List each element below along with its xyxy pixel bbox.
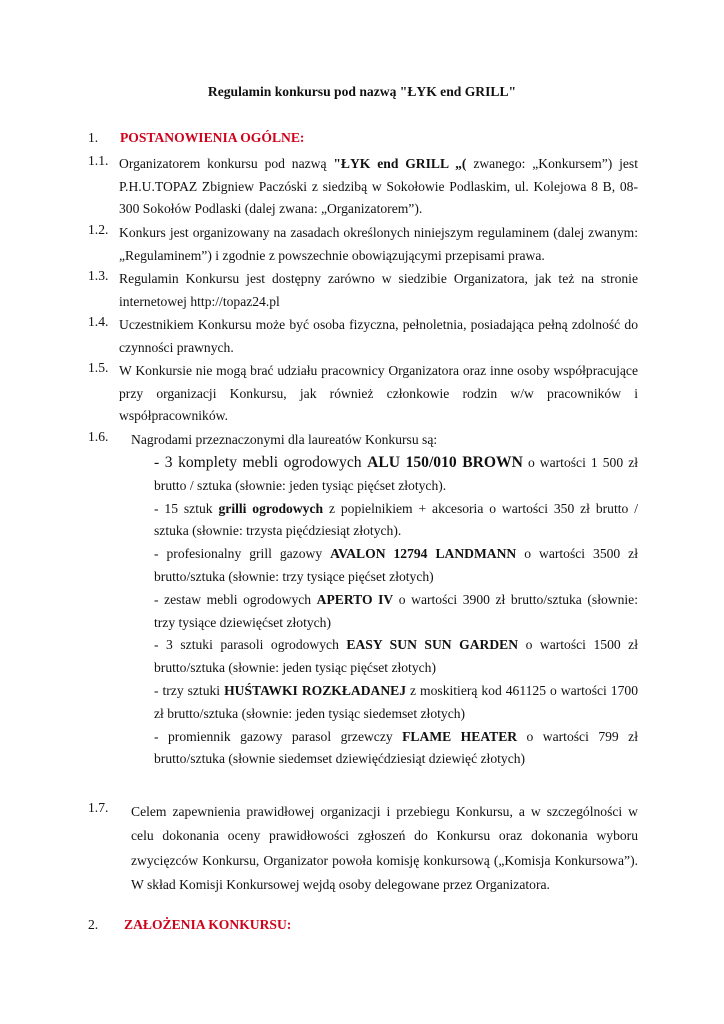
text-run: o wartości 3900 zł brutto/sztuka (słownie: trzy tysiące dziewięćset złotych) [154, 591, 638, 630]
document-title: Regulamin konkursu pod nazwą "ŁYK end GRILL" [207, 84, 517, 99]
prize-item [154, 498, 638, 544]
emphasized-text: EASY SUN SUN GARDEN [346, 637, 519, 653]
section-2-heading [88, 917, 291, 933]
text-run: o wartości 1 500 zł brutto / sztuka (słownie: jeden tysiąc pięćset złotych). [154, 455, 638, 493]
emphasized-text: FLAME HEATER [402, 728, 518, 744]
section-title: POSTANOWIENIA OGÓLNE: [120, 130, 305, 145]
emphasized-text: ALU 150/010 BROWN [367, 454, 523, 471]
clause-text [119, 153, 638, 221]
text-run: - profesionalny grill gazowy [154, 546, 331, 562]
prize-list [154, 452, 638, 771]
emphasized-text: "ŁYK end GRILL „( [333, 156, 467, 171]
text-run: z moskitierą kod 461125 o wartości 1700 zł brutto/sztuka (słownie: jeden tysiąc siedemset złotych) [154, 682, 638, 721]
prize-item [154, 634, 638, 680]
section-number: 1. [88, 130, 99, 145]
clause-text [119, 222, 638, 267]
text-run: - zestaw mebli ogrodowych [154, 591, 317, 607]
text-run: o wartości 1500 zł brutto/sztuka (słownie: jeden tysiąc pięćset złotych) [154, 637, 638, 676]
text-run: - 15 sztuk [154, 500, 219, 516]
text-run: W Konkursie nie mogą brać udziału pracownicy Organizatora oraz inne osoby współpracujące przy organizacji Konkursu, jak również członkowie rodzin w/w pracowników i współpracowników. [119, 363, 638, 424]
section-title: ZAŁOŻENIA KONKURSU: [124, 917, 292, 932]
emphasized-text: AVALON 12794 LANDMANN [330, 546, 517, 562]
clause-text [119, 360, 638, 428]
clause-text: Nagrodami przeznaczonymi dla laureatów Konkursu są: [131, 432, 438, 447]
clause-text: Celem zapewnienia prawidłowej organizacji i przebiegu Konkursu, a w szczególności w celu dokonania oceny prawidłowości zgłoszeń do Konkursu oraz dokonania wyboru zwycięzców Konkursu, Organizator powoła komisję konkursową („Komisja Konkursowa”). W skład Komisji Konkursowej wejdą osoby delegowane przez Organizatora. [131, 804, 638, 893]
prize-item [154, 543, 638, 589]
text-run: - promiennik gazowy parasol grzewczy [154, 728, 403, 744]
section-number: 2. [88, 917, 99, 932]
clause-number: 1.4. [88, 314, 109, 329]
clause-text [119, 268, 638, 313]
prize-item [154, 452, 638, 498]
text-run: o wartości 799 zł brutto/sztuka (słownie siedemset dziewięćdziesiąt dziewięć złotych) [154, 728, 638, 767]
section-1-heading [88, 130, 304, 146]
clause-number: 1.5. [88, 360, 109, 375]
prize-item [154, 589, 638, 635]
prize-item [154, 680, 638, 726]
text-run: o wartości 3500 zł brutto/sztuka (słownie: trzy tysiące pięćset złotych) [154, 546, 638, 584]
text-run: - 3 sztuki parasoli ogrodowych [154, 637, 347, 653]
emphasized-text: APERTO IV [316, 591, 394, 607]
clause-number: 1.7. [88, 800, 109, 815]
text-run: zwanego: „Konkursem”) jest P.H.U.TOPAZ Zbigniew Paczóski z siedzibą w Sokołowie Podlaskim, ul. Kolejowa 8 B, 08-300 Sokołów Podlaski (dalej zwana: „Organizatorem”). [119, 156, 638, 217]
text-run: Organizatorem konkursu pod nazwą [119, 156, 334, 171]
clause-text [119, 314, 638, 359]
text-run: z popielnikiem + akcesoria o wartości 350 zł brutto / sztuka (słownie: trzysta pięćdziesiąt złotych). [154, 500, 638, 539]
clause-number: 1.6. [88, 429, 109, 444]
text-run: Uczestnikiem Konkursu może być osoba fizyczna, pełnoletnia, posiadająca pełną zdolność do czynności prawnych. [119, 317, 638, 355]
prize-item [154, 726, 638, 772]
text-run: Konkurs jest organizowany na zasadach określonych niniejszym regulaminem (dalej zwanym: „Regulaminem”) i zgodnie z powszechnie obowiązującymi przepisami prawa. [119, 225, 638, 263]
clause-number: 1.1. [88, 153, 109, 168]
text-run: - 3 komplety mebli ogrodowych [154, 454, 368, 471]
text-run: - trzy sztuki [154, 682, 225, 698]
clause-number: 1.2. [88, 222, 109, 237]
text-run: Regulamin Konkursu jest dostępny zarówno w siedzibie Organizatora, jak też na stronie internetowej http://topaz24.pl [119, 271, 638, 309]
clause-number: 1.3. [88, 268, 109, 283]
emphasized-text: grilli ogrodowych [218, 500, 324, 516]
emphasized-text: HUŚTAWKI ROZKŁADANEJ [224, 682, 407, 698]
